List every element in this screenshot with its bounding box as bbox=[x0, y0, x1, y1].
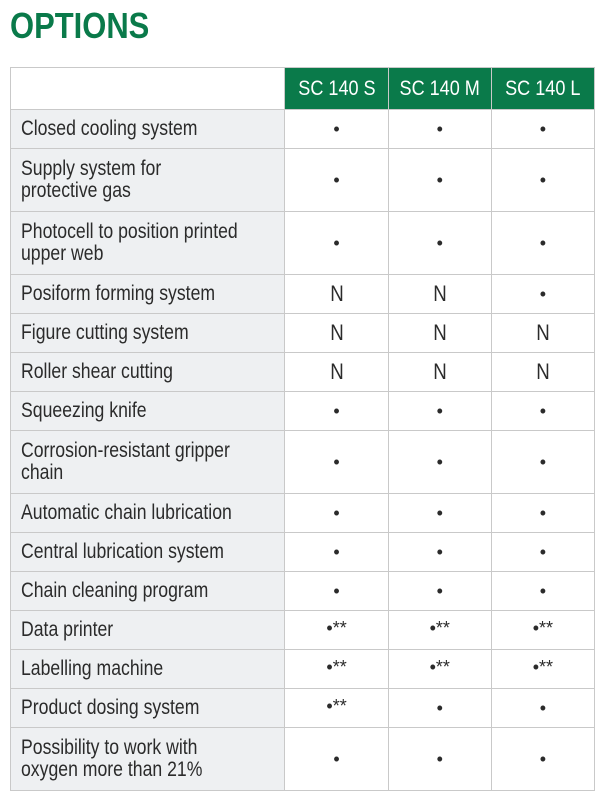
available-dot: • bbox=[539, 580, 547, 601]
availability-cell bbox=[388, 212, 491, 275]
option-label-line: Automatic chain lubrication bbox=[21, 501, 232, 524]
option-label-line: Data printer bbox=[21, 618, 114, 641]
available-dot: • bbox=[539, 169, 547, 190]
option-label bbox=[11, 110, 285, 149]
table-row bbox=[11, 494, 595, 533]
option-label bbox=[11, 353, 285, 392]
available-dot: • bbox=[436, 541, 443, 562]
availability-cell bbox=[285, 611, 388, 650]
availability-cell bbox=[491, 533, 594, 572]
availability-cell bbox=[388, 110, 491, 149]
not-available-mark: N bbox=[536, 359, 550, 384]
availability-cell bbox=[285, 494, 388, 533]
available-dot: • bbox=[539, 748, 547, 769]
optional-footnote-mark: •** bbox=[532, 656, 554, 677]
availability-cell bbox=[388, 149, 491, 212]
available-dot: • bbox=[333, 169, 340, 190]
table-row bbox=[11, 572, 595, 611]
header-corner-cell bbox=[11, 68, 285, 110]
option-label-line: Product dosing system bbox=[21, 696, 200, 719]
availability-cell bbox=[285, 650, 388, 689]
option-label-line: Figure cutting system bbox=[21, 321, 189, 344]
option-label bbox=[11, 431, 285, 494]
availability-cell bbox=[491, 353, 594, 392]
available-dot: • bbox=[539, 451, 547, 472]
table-row bbox=[11, 392, 595, 431]
not-available-mark: N bbox=[329, 281, 344, 306]
optional-footnote-mark: •** bbox=[429, 617, 450, 638]
availability-cell bbox=[285, 572, 388, 611]
available-dot: • bbox=[539, 502, 547, 523]
option-label-line: Photocell to position printed bbox=[21, 220, 238, 243]
availability-cell bbox=[491, 431, 594, 494]
option-label-line: protective gas bbox=[21, 179, 131, 202]
option-label bbox=[11, 611, 285, 650]
option-label bbox=[11, 533, 285, 572]
availability-cell bbox=[388, 275, 491, 314]
option-label-line: Posiform forming system bbox=[21, 282, 216, 305]
available-dot: • bbox=[539, 697, 547, 718]
available-dot: • bbox=[333, 748, 340, 769]
not-available-mark: N bbox=[432, 320, 447, 345]
page-title: OPTIONS bbox=[10, 5, 150, 46]
column-header-label: SC 140 S bbox=[297, 76, 376, 100]
available-dot: • bbox=[436, 232, 443, 253]
option-label bbox=[11, 650, 285, 689]
availability-cell bbox=[388, 689, 491, 728]
option-label bbox=[11, 392, 285, 431]
available-dot: • bbox=[333, 118, 340, 139]
availability-cell bbox=[285, 689, 388, 728]
availability-cell bbox=[491, 314, 594, 353]
availability-cell bbox=[388, 533, 491, 572]
table-row bbox=[11, 689, 595, 728]
table-row bbox=[11, 149, 595, 212]
available-dot: • bbox=[539, 400, 547, 421]
availability-cell bbox=[388, 494, 491, 533]
table-row bbox=[11, 212, 595, 275]
optional-footnote-mark: •** bbox=[429, 656, 450, 677]
option-label-line: oxygen more than 21% bbox=[21, 758, 203, 781]
option-label bbox=[11, 494, 285, 533]
optional-footnote-mark: •** bbox=[326, 617, 347, 638]
availability-cell bbox=[388, 314, 491, 353]
available-dot: • bbox=[539, 232, 547, 253]
column-header-sc140l bbox=[491, 68, 594, 110]
optional-footnote-mark: •** bbox=[326, 695, 347, 716]
column-header-sc140m bbox=[388, 68, 491, 110]
availability-cell bbox=[491, 728, 594, 791]
option-label-line: upper web bbox=[21, 242, 104, 265]
available-dot: • bbox=[539, 283, 547, 304]
option-label bbox=[11, 689, 285, 728]
option-label bbox=[11, 728, 285, 791]
available-dot: • bbox=[436, 400, 443, 421]
option-label-line: Chain cleaning program bbox=[21, 579, 209, 602]
not-available-mark: N bbox=[536, 320, 550, 345]
column-header-label: SC 140 L bbox=[505, 76, 581, 100]
option-label-line: chain bbox=[21, 461, 64, 484]
availability-cell bbox=[388, 650, 491, 689]
table-row bbox=[11, 353, 595, 392]
availability-cell bbox=[285, 110, 388, 149]
available-dot: • bbox=[436, 502, 443, 523]
column-header-sc140s bbox=[285, 68, 388, 110]
available-dot: • bbox=[436, 580, 443, 601]
available-dot: • bbox=[436, 748, 443, 769]
available-dot: • bbox=[333, 580, 340, 601]
availability-cell bbox=[285, 275, 388, 314]
header-row bbox=[11, 68, 595, 110]
availability-cell bbox=[491, 650, 594, 689]
option-label bbox=[11, 314, 285, 353]
available-dot: • bbox=[333, 451, 340, 472]
not-available-mark: N bbox=[432, 359, 447, 384]
availability-cell bbox=[285, 353, 388, 392]
table-row bbox=[11, 110, 595, 149]
option-label-line: Possibility to work with bbox=[21, 736, 198, 759]
availability-cell bbox=[285, 533, 388, 572]
table-row bbox=[11, 611, 595, 650]
table-row bbox=[11, 431, 595, 494]
availability-cell bbox=[285, 392, 388, 431]
availability-cell bbox=[285, 728, 388, 791]
availability-cell bbox=[491, 149, 594, 212]
table-row bbox=[11, 728, 595, 791]
available-dot: • bbox=[333, 232, 340, 253]
option-label bbox=[11, 212, 285, 275]
available-dot: • bbox=[436, 451, 443, 472]
option-label bbox=[11, 275, 285, 314]
availability-cell bbox=[491, 611, 594, 650]
availability-cell bbox=[388, 611, 491, 650]
optional-footnote-mark: •** bbox=[532, 617, 554, 638]
availability-cell bbox=[491, 689, 594, 728]
option-label-line: Central lubrication system bbox=[21, 540, 224, 563]
option-label bbox=[11, 149, 285, 212]
table-row bbox=[11, 533, 595, 572]
available-dot: • bbox=[539, 541, 547, 562]
option-label-line: Squeezing knife bbox=[21, 399, 147, 422]
available-dot: • bbox=[333, 502, 340, 523]
available-dot: • bbox=[436, 169, 443, 190]
availability-cell bbox=[491, 110, 594, 149]
available-dot: • bbox=[436, 118, 443, 139]
availability-cell bbox=[491, 275, 594, 314]
availability-cell bbox=[285, 314, 388, 353]
availability-cell bbox=[491, 494, 594, 533]
availability-cell bbox=[388, 728, 491, 791]
optional-footnote-mark: •** bbox=[326, 656, 347, 677]
available-dot: • bbox=[539, 118, 547, 139]
availability-cell bbox=[285, 212, 388, 275]
option-label-line: Labelling machine bbox=[21, 657, 164, 680]
availability-cell bbox=[491, 572, 594, 611]
available-dot: • bbox=[436, 697, 443, 718]
availability-cell bbox=[285, 149, 388, 212]
option-label bbox=[11, 572, 285, 611]
options-table bbox=[10, 67, 595, 791]
availability-cell bbox=[491, 212, 594, 275]
not-available-mark: N bbox=[432, 281, 447, 306]
available-dot: • bbox=[333, 541, 340, 562]
availability-cell bbox=[388, 431, 491, 494]
availability-cell bbox=[388, 392, 491, 431]
option-label-line: Roller shear cutting bbox=[21, 360, 173, 383]
available-dot: • bbox=[333, 400, 340, 421]
option-label-line: Closed cooling system bbox=[21, 117, 198, 140]
availability-cell bbox=[388, 572, 491, 611]
table-row bbox=[11, 650, 595, 689]
availability-cell bbox=[491, 392, 594, 431]
not-available-mark: N bbox=[329, 320, 344, 345]
table-row bbox=[11, 314, 595, 353]
table-row bbox=[11, 275, 595, 314]
option-label-line: Supply system for bbox=[21, 157, 162, 180]
column-header-label: SC 140 M bbox=[399, 76, 480, 100]
option-label-line: Corrosion-resistant gripper bbox=[21, 439, 230, 462]
not-available-mark: N bbox=[329, 359, 344, 384]
availability-cell bbox=[285, 431, 388, 494]
availability-cell bbox=[388, 353, 491, 392]
